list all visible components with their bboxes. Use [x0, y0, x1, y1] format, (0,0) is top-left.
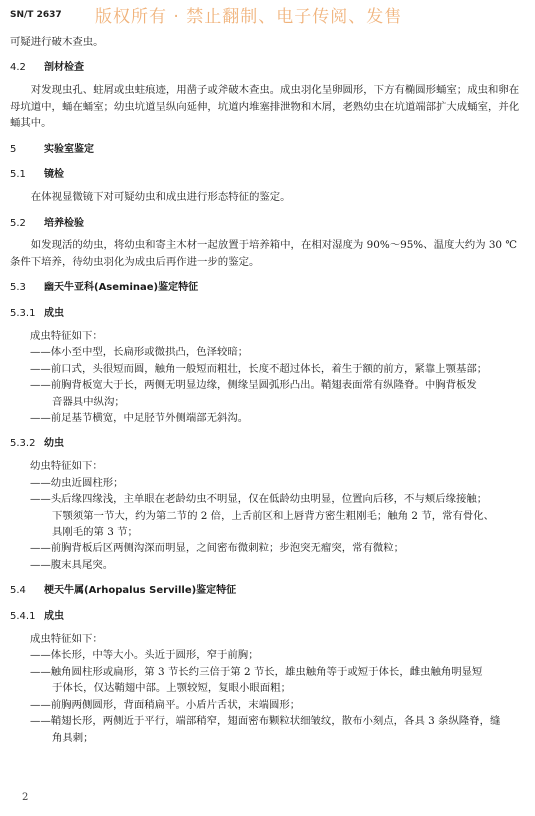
- section-5-heading: 5 实验室鉴定: [10, 143, 94, 155]
- list-item-continuation: 角具刺；: [52, 731, 94, 744]
- section-5-3-1-heading: 5.3.1 成虫: [10, 308, 64, 320]
- section-5-3-1-intro: 成虫特征如下：: [30, 329, 103, 342]
- carryover-line: 可疑进行破木查虫。: [10, 36, 104, 48]
- section-5-4-1-intro: 成虫特征如下：: [30, 632, 103, 645]
- list-item-continuation: 下颚须第一节大，约为第二节的 2 倍，上舌前区和上唇背方密生粗刚毛；触角 2 节，常有骨化、: [52, 509, 495, 522]
- list-item: ——鞘翅长形，两侧近于平行，端部稍窄，翅面密布颗粒状细皱纹，散布小刻点，各具 3 条纵隆脊，缝: [30, 715, 501, 728]
- list-item: ——前胸两侧圆形，背面稍扁平。小盾片舌状，末端圆形；: [30, 698, 301, 711]
- list-item: ——幼虫近圆柱形；: [30, 476, 124, 489]
- section-4-2-text: 对发现虫孔、蛀屑或虫蛀痕迹，用凿子或斧破木查虫。成虫羽化呈卵圆形，下方有椭圆形蛹室；成虫和卵在母坑道中，蛹在蛹室；幼虫坑道呈纵向延伸，坑道内堆塞排泄物和木屑，老熟幼虫在坑道端部扩大成蛹室，并化蛹其中。: [10, 84, 520, 130]
- list-item: ——前口式，头很短而圆，触角一般短而粗壮，长度不超过体长，着生于额的前方，紧靠上颚基部；: [30, 362, 488, 375]
- section-5-1-text: 在体视显微镜下对可疑幼虫和成虫进行形态特征的鉴定。: [30, 191, 291, 204]
- section-5-3-2-heading: 5.3.2 幼虫: [10, 438, 64, 450]
- section-5-3-2-list: [30, 475, 522, 574]
- standard-code-header: SN/T 2637: [10, 10, 62, 20]
- section-5-4-1-heading: 5.4.1 成虫: [10, 611, 64, 623]
- list-item: ——体长形，中等大小。头近于圆形，窄于前胸；: [30, 649, 259, 662]
- page-content: [10, 34, 522, 746]
- section-5-2-text: 如发现活的幼虫，将幼虫和寄主木材一起放置于培养箱中，在相对湿度为 90%～95%、温度大约为 30 ℃ 条件下培养，待幼虫羽化为成虫后再作进一步的鉴定。: [10, 239, 517, 268]
- section-5-3-heading: 5.3 幽天牛亚科(Aseminae)鉴定特征: [10, 282, 199, 294]
- section-5-3-1-list: [30, 344, 522, 426]
- section-5-4-1-list: [30, 647, 522, 746]
- list-item: ——头后缘四缘浅，主单眼在老龄幼虫不明显，仅在低龄幼虫明显，位置向后移，不与颊后缘接触；: [30, 493, 488, 506]
- list-item: ——触角圆柱形或扁形，第 3 节长约三倍于第 2 节长，雄虫触角等于或短于体长，雌虫触角明显短: [30, 665, 483, 678]
- section-5-4-heading: 5.4 梗天牛属(Arhopalus Serville)鉴定特征: [10, 585, 237, 597]
- copyright-watermark: 版权所有 · 禁止翻制、电子传阅、发售: [95, 7, 403, 27]
- section-5-1-heading: 5.1 镜检: [10, 169, 64, 181]
- list-item-continuation: 于体长，仅达鞘翅中部。上颚较短，复眼小眼面粗；: [52, 682, 291, 695]
- section-5-2-heading: 5.2 培养检验: [10, 217, 84, 229]
- section-5-3-2-intro: 幼虫特征如下：: [30, 460, 103, 473]
- list-item: ——体小至中型，长扁形或微拱凸，色泽较暗；: [30, 346, 249, 359]
- list-item-continuation: 具刚毛的第 3 节；: [52, 526, 138, 539]
- list-item: ——前胸背板宽大于长，两侧无明显边缘，侧缘呈圆弧形凸出。鞘翅表面常有纵隆脊。中胸背板发: [30, 379, 477, 392]
- list-item: ——前足基节横宽，中足胫节外侧端部无斜沟。: [30, 412, 249, 425]
- page-number: 2: [22, 792, 29, 803]
- list-item-continuation: 音器具中纵沟；: [52, 395, 125, 408]
- section-4-2-heading: 4.2 剖材检查: [10, 62, 84, 74]
- list-item: ——前胸背板后区两侧沟深而明显，之间密布微刺粒；步泡突无瘤突，常有微粒；: [30, 542, 405, 555]
- list-item: ——腹末具尾突。: [30, 558, 114, 571]
